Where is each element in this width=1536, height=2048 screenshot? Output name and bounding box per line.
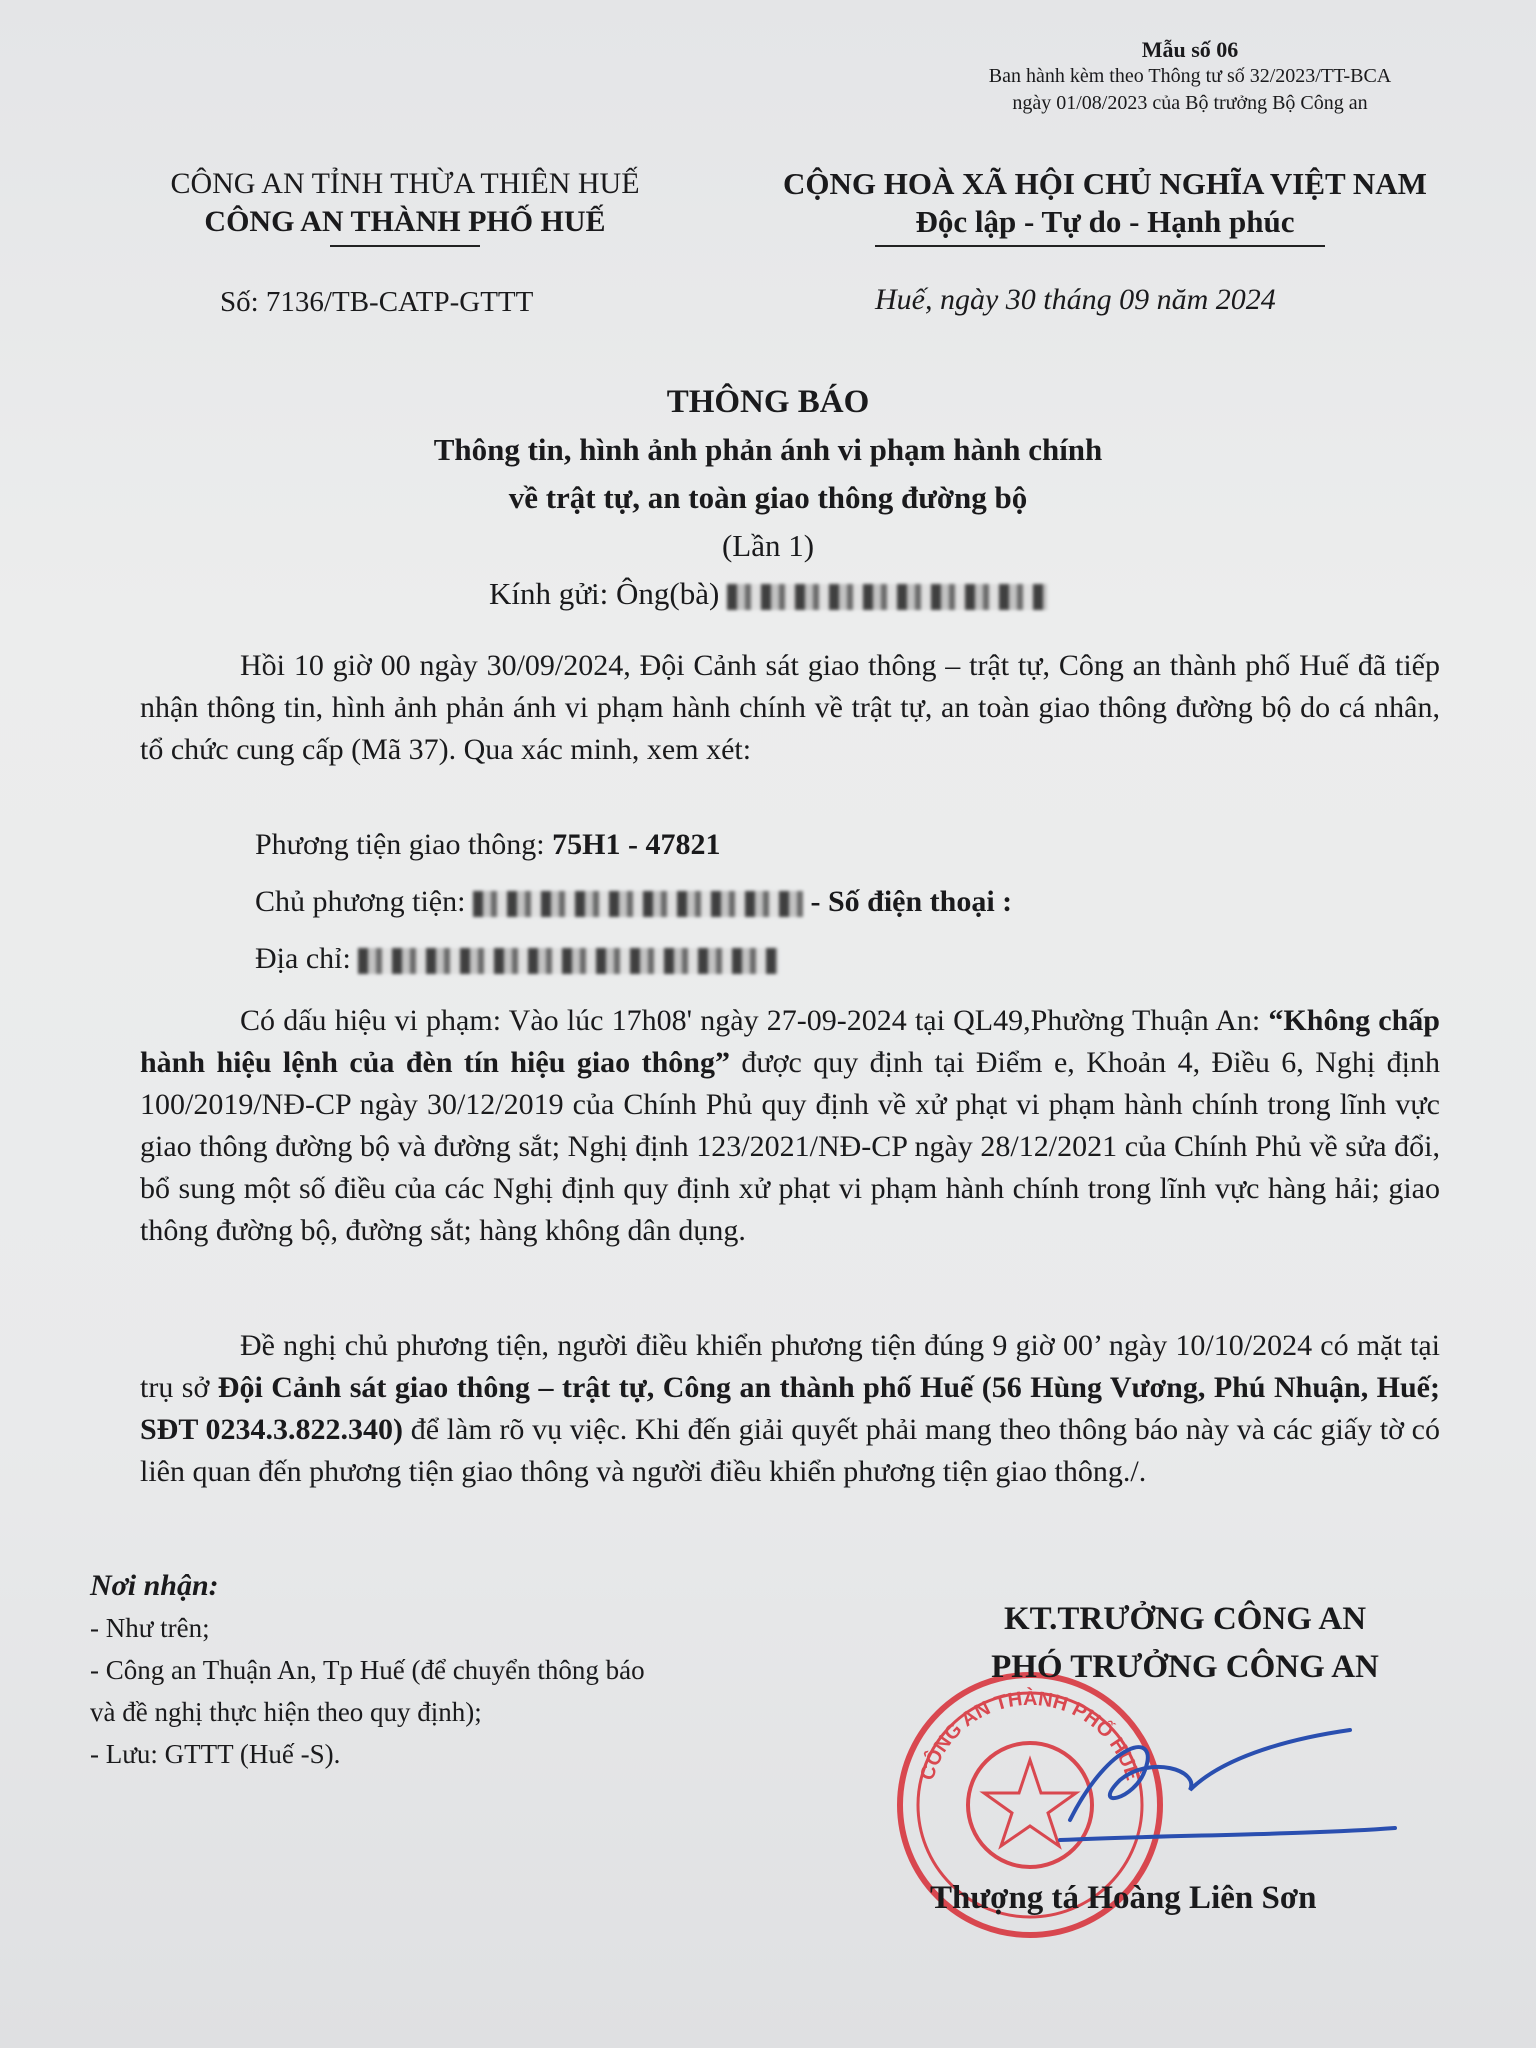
vehicle-plate: 75H1 - 47821 [552, 828, 721, 861]
recipient-item: - Lưu: GTTT (Huế -S). [90, 1739, 341, 1769]
request-text [140, 1325, 1440, 1493]
document-number: Số: 7136/TB-CATP-GTTT [220, 286, 534, 318]
violation-text [140, 1000, 1440, 1252]
redacted-address [358, 948, 778, 974]
notice-round: (Lần 1) [721, 528, 815, 563]
seal-text: CÔNG AN THÀNH PHỐ HUẾ [916, 1687, 1144, 1783]
agency-header [110, 165, 700, 241]
nation-header [725, 165, 1485, 241]
recipient-item: - Công an Thuận An, Tp Huế (để chuyển thông báo [90, 1655, 645, 1685]
signature-block [905, 1595, 1465, 1691]
form-number: Mẫu số 06 [1141, 37, 1239, 62]
nation-motto: Độc lập - Tự do - Hạnh phúc [915, 204, 1295, 239]
motto-underline [875, 245, 1325, 247]
owner-line [255, 885, 1012, 919]
request-office: Đội Cảnh sát giao thông – trật tự, Công an thành phố Huế (56 Hùng Vương, Phú Nhuận, Huế; SĐT 0234.3.822.340) [140, 1371, 1440, 1446]
vehicle-label: Phương tiện giao thông: [255, 828, 553, 861]
form-note-line2: ngày 01/08/2023 của Bộ trưởng Bộ Công an [1012, 92, 1368, 114]
form-note [900, 36, 1480, 117]
request-intro: Đề nghị chủ phương tiện, người điều khiển phương tiện đúng 9 giờ 00’ ngày 10/10/2024 có mặt tại trụ sở [140, 1329, 1440, 1404]
recipient-item: và đề nghị thực hiện theo quy định); [90, 1697, 482, 1727]
addressee [0, 570, 1536, 618]
handwritten-signature [1050, 1700, 1450, 1860]
owner-label: Chủ phương tiện: [255, 885, 466, 918]
signer-name: Thượng tá Hoàng Liên Sơn [930, 1880, 1317, 1916]
violation-intro: Có dấu hiệu vi phạm: Vào lúc 17h08' ngày 27-09-2024 tại QL49,Phường Thuận An: [240, 1004, 1269, 1037]
vehicle-line [255, 828, 720, 862]
phone-label: - Số điện thoại : [810, 885, 1013, 918]
signer-title-2: PHÓ TRƯỞNG CÔNG AN [991, 1649, 1379, 1685]
document-subtitle-2: về trật tự, an toàn giao thông đường bộ [508, 480, 1028, 515]
agency-name: CÔNG AN THÀNH PHỐ HUẾ [204, 205, 606, 238]
signer-title-1: KT.TRƯỞNG CÔNG AN [1003, 1601, 1367, 1637]
form-note-line1: Ban hành kèm theo Thông tư số 32/2023/TT-BCA [988, 65, 1392, 87]
violation-legal-basis: được quy định tại Điểm e, Khoản 4, Điều 6, Nghị định 100/2019/NĐ-CP ngày 30/12/2019 của Chính Phủ quy định về xử phạt vi phạm hành chính trong lĩnh vực giao thông đường bộ và đường sắt; Nghị định 123/2021/NĐ-CP ngày 28/12/2021 của Chính Phủ về sửa đổi, bổ sung một số điều của các Nghị định quy định xử phạt vi phạm hành chính trong lĩnh vực hàng hải; giao thông đường bộ, đường sắt; hàng không dân dụng. [140, 1046, 1440, 1247]
request-instructions: để làm rõ vụ việc. Khi đến giải quyết phải mang theo thông báo này và các giấy tờ có liên quan đến phương tiện giao thông và người điều khiển phương tiện giao thông./. [140, 1413, 1440, 1488]
violation-paragraph [140, 1000, 1440, 1252]
nation-name: CỘNG HOÀ XÃ HỘI CHỦ NGHĨA VIỆT NAM [783, 166, 1427, 201]
title-block [0, 378, 1536, 618]
recipients-heading: Nơi nhận: [90, 1569, 219, 1602]
recipient-item: - Như trên; [90, 1613, 210, 1643]
document-date: Huế, ngày 30 tháng 09 năm 2024 [875, 283, 1276, 316]
request-paragraph [140, 1325, 1440, 1493]
intro-text: Hồi 10 giờ 00 ngày 30/09/2024, Đội Cảnh sát giao thông – trật tự, Công an thành phố Huế đã tiếp nhận thông tin, hình ảnh phản ánh vi phạm hành chính về trật tự, an toàn giao thông đường bộ do cá nhân, tổ chức cung cấp (Mã 37). Qua xác minh, xem xét: [140, 649, 1440, 766]
redacted-owner [473, 891, 803, 917]
address-line [255, 942, 778, 976]
address-label: Địa chỉ: [255, 942, 351, 975]
document-title: THÔNG BÁO [666, 384, 870, 420]
addressee-label: Kính gửi: Ông(bà) [488, 576, 720, 611]
document-subtitle-1: Thông tin, hình ảnh phản ánh vi phạm hành chính [433, 432, 1103, 467]
violation-name: “Không chấp hành hiệu lệnh của đèn tín hiệu giao thông” [140, 1004, 1440, 1079]
redacted-name [727, 584, 1047, 610]
recipients-block [90, 1565, 645, 1775]
agency-underline [330, 245, 480, 247]
agency-parent: CÔNG AN TỈNH THỪA THIÊN HUẾ [170, 167, 640, 200]
intro-paragraph [140, 645, 1440, 771]
